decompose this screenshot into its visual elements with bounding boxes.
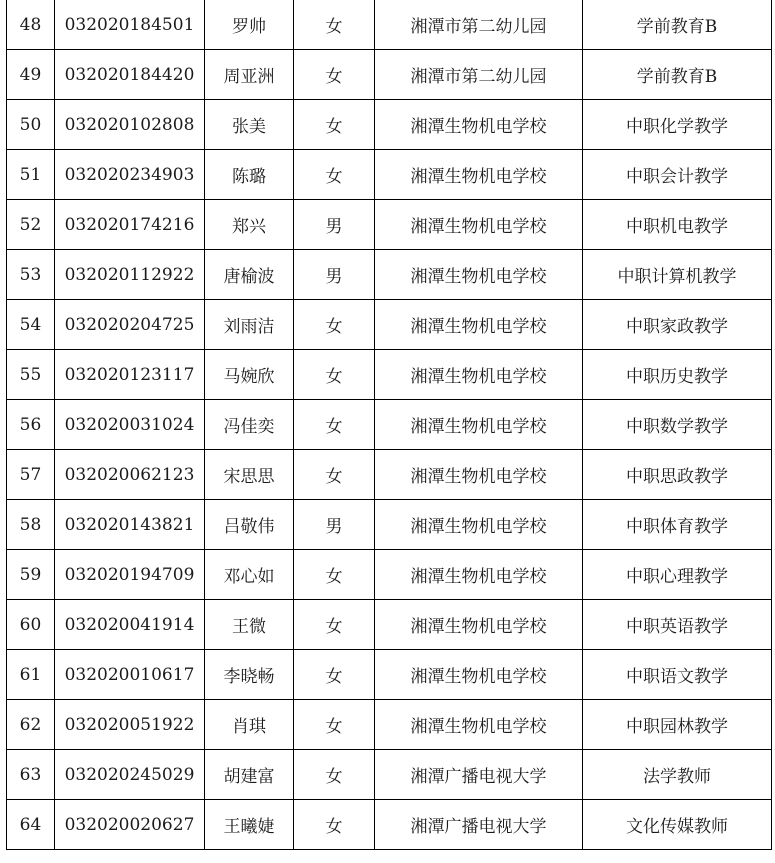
cell-subject: 中职机电教学 [583, 200, 772, 250]
table-row [7, 750, 772, 800]
cell-school: 湘潭生物机电学校 [375, 300, 583, 350]
cell-school: 湘潭生物机电学校 [375, 550, 583, 600]
cell-name: 李晓畅 [205, 650, 294, 700]
cell-candidate-id: 032020123117 [55, 350, 205, 400]
table-row [7, 300, 772, 350]
cell-school: 湘潭生物机电学校 [375, 400, 583, 450]
cell-candidate-id: 032020051922 [55, 700, 205, 750]
cell-candidate-id: 032020041914 [55, 600, 205, 650]
cell-name: 周亚洲 [205, 50, 294, 100]
cell-subject: 中职园林教学 [583, 700, 772, 750]
table-row [7, 250, 772, 300]
cell-subject: 中职体育教学 [583, 500, 772, 550]
cell-name: 胡建富 [205, 750, 294, 800]
cell-serial-number: 48 [7, 0, 55, 50]
table-row [7, 150, 772, 200]
table-row [7, 50, 772, 100]
cell-subject: 中职英语教学 [583, 600, 772, 650]
cell-candidate-id: 032020020627 [55, 800, 205, 850]
table-row [7, 100, 772, 150]
roster-table [6, 0, 772, 850]
table-row [7, 0, 772, 50]
cell-serial-number: 52 [7, 200, 55, 250]
cell-subject: 中职数学教学 [583, 400, 772, 450]
cell-school: 湘潭市第二幼儿园 [375, 0, 583, 50]
cell-school: 湘潭生物机电学校 [375, 650, 583, 700]
cell-candidate-id: 032020143821 [55, 500, 205, 550]
cell-serial-number: 60 [7, 600, 55, 650]
cell-candidate-id: 032020062123 [55, 450, 205, 500]
cell-school: 湘潭生物机电学校 [375, 100, 583, 150]
cell-school: 湘潭广播电视大学 [375, 750, 583, 800]
cell-subject: 中职语文教学 [583, 650, 772, 700]
cell-candidate-id: 032020031024 [55, 400, 205, 450]
cell-name: 罗帅 [205, 0, 294, 50]
cell-subject: 中职思政教学 [583, 450, 772, 500]
cell-school: 湘潭生物机电学校 [375, 350, 583, 400]
cell-candidate-id: 032020010617 [55, 650, 205, 700]
table-row [7, 200, 772, 250]
cell-gender: 女 [294, 150, 375, 200]
cell-serial-number: 49 [7, 50, 55, 100]
cell-serial-number: 59 [7, 550, 55, 600]
cell-name: 马婉欣 [205, 350, 294, 400]
cell-name: 邓心如 [205, 550, 294, 600]
cell-serial-number: 63 [7, 750, 55, 800]
cell-school: 湘潭生物机电学校 [375, 500, 583, 550]
cell-name: 张美 [205, 100, 294, 150]
cell-subject: 中职会计教学 [583, 150, 772, 200]
cell-subject: 中职家政教学 [583, 300, 772, 350]
cell-subject: 学前教育B [583, 50, 772, 100]
cell-candidate-id: 032020234903 [55, 150, 205, 200]
cell-subject: 学前教育B [583, 0, 772, 50]
cell-gender: 女 [294, 700, 375, 750]
cell-name: 吕敬伟 [205, 500, 294, 550]
cell-school: 湘潭市第二幼儿园 [375, 50, 583, 100]
cell-subject: 中职化学教学 [583, 100, 772, 150]
table-row [7, 400, 772, 450]
cell-serial-number: 50 [7, 100, 55, 150]
cell-serial-number: 53 [7, 250, 55, 300]
cell-name: 冯佳奕 [205, 400, 294, 450]
cell-gender: 女 [294, 0, 375, 50]
table-row [7, 450, 772, 500]
cell-school: 湘潭生物机电学校 [375, 600, 583, 650]
cell-name: 王微 [205, 600, 294, 650]
cell-gender: 女 [294, 750, 375, 800]
cell-candidate-id: 032020245029 [55, 750, 205, 800]
cell-candidate-id: 032020184420 [55, 50, 205, 100]
cell-name: 刘雨洁 [205, 300, 294, 350]
cell-candidate-id: 032020112922 [55, 250, 205, 300]
table-row [7, 700, 772, 750]
cell-serial-number: 57 [7, 450, 55, 500]
cell-school: 湘潭生物机电学校 [375, 700, 583, 750]
table-row [7, 800, 772, 850]
cell-subject: 法学教师 [583, 750, 772, 800]
cell-subject: 中职历史教学 [583, 350, 772, 400]
cell-gender: 男 [294, 200, 375, 250]
cell-gender: 男 [294, 500, 375, 550]
cell-gender: 女 [294, 600, 375, 650]
table-row [7, 650, 772, 700]
cell-serial-number: 61 [7, 650, 55, 700]
cell-name: 唐榆波 [205, 250, 294, 300]
cell-school: 湘潭生物机电学校 [375, 250, 583, 300]
cell-serial-number: 58 [7, 500, 55, 550]
cell-serial-number: 56 [7, 400, 55, 450]
cell-name: 宋思思 [205, 450, 294, 500]
cell-school: 湘潭广播电视大学 [375, 800, 583, 850]
cell-serial-number: 55 [7, 350, 55, 400]
cell-serial-number: 54 [7, 300, 55, 350]
cell-gender: 女 [294, 400, 375, 450]
cell-candidate-id: 032020184501 [55, 0, 205, 50]
cell-school: 湘潭生物机电学校 [375, 150, 583, 200]
cell-subject: 文化传媒教师 [583, 800, 772, 850]
cell-serial-number: 62 [7, 700, 55, 750]
cell-serial-number: 51 [7, 150, 55, 200]
cell-candidate-id: 032020204725 [55, 300, 205, 350]
cell-gender: 女 [294, 800, 375, 850]
table-row [7, 600, 772, 650]
cell-candidate-id: 032020174216 [55, 200, 205, 250]
cell-gender: 女 [294, 450, 375, 500]
cell-gender: 女 [294, 100, 375, 150]
cell-subject: 中职计算机教学 [583, 250, 772, 300]
cell-candidate-id: 032020102808 [55, 100, 205, 150]
cell-name: 郑兴 [205, 200, 294, 250]
cell-school: 湘潭生物机电学校 [375, 200, 583, 250]
cell-gender: 女 [294, 650, 375, 700]
cell-gender: 男 [294, 250, 375, 300]
cell-gender: 女 [294, 550, 375, 600]
cell-school: 湘潭生物机电学校 [375, 450, 583, 500]
cell-serial-number: 64 [7, 800, 55, 850]
cell-name: 王曦婕 [205, 800, 294, 850]
table-row [7, 350, 772, 400]
table-row [7, 500, 772, 550]
cell-name: 陈璐 [205, 150, 294, 200]
cell-subject: 中职心理教学 [583, 550, 772, 600]
cell-candidate-id: 032020194709 [55, 550, 205, 600]
cell-gender: 女 [294, 300, 375, 350]
table-row [7, 550, 772, 600]
cell-gender: 女 [294, 350, 375, 400]
cell-gender: 女 [294, 50, 375, 100]
cell-name: 肖琪 [205, 700, 294, 750]
roster-table-body [7, 0, 772, 850]
